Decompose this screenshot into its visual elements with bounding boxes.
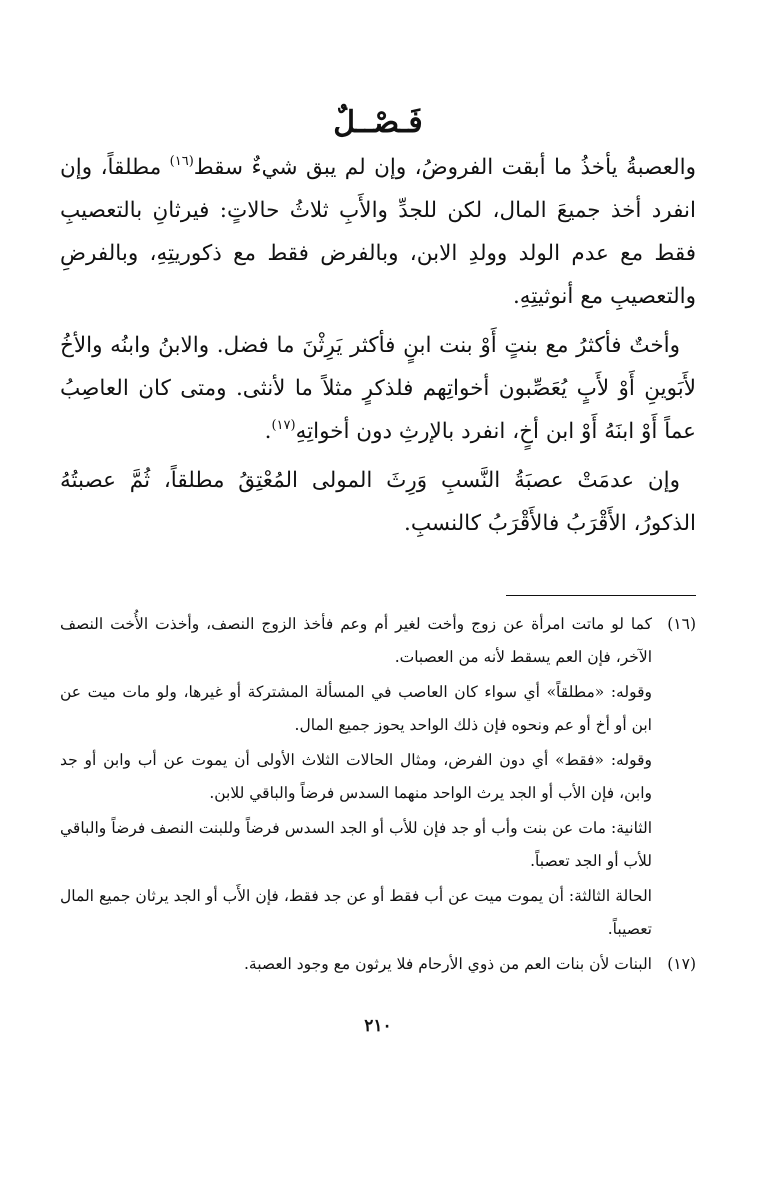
paragraph-2 <box>60 324 696 453</box>
paragraph-2-text-after: . <box>264 419 272 444</box>
paragraph-1 <box>60 146 696 318</box>
paragraph-3-text: وإن عدمَتْ عصبَةُ النَّسبِ وَرِثَ المولى المُعْتِقُ مطلقاً، ثُمَّ عصبتُهُ الذكورُ، الأَقْرَبُ فالأَقْرَبُ كالنسبِ. <box>60 468 696 536</box>
footnote-divider <box>506 595 696 596</box>
book-page <box>60 100 696 1041</box>
paragraph-1-text-after: مطلقاً، وإن انفرد أخذ جميعَ المال، لكن للجدِّ والأَبِ ثلاثُ حالاتٍ: فيرثانِ بالتعصيبِ فقط مع عدم الولد وولدِ الابن، وبالفرض فقط مع ذكوريتِهِ، وبالفرضِ والتعصيبِ مع أنوثيتِهِ. <box>60 155 696 309</box>
paragraph-2-text: وأختٌ فأكثرُ مع بنتٍ أَوْ بنت ابنٍ فأكثر يَرِثْنَ ما فضل. والابنُ وابنُه والأخُ لأَبَوينِ أَوْ لأَبٍ يُعَصِّبون أخواتِهم فلذكرٍ مثلاً ما لأنثى. ومتى كان العاصِبُ عماً أَوْ ابنَهُ أَوْ ابن أخٍ، انفرد بالإرثِ دون أخواتِهِ <box>60 333 696 444</box>
section-heading: فَـصْــلٌ <box>333 105 423 140</box>
footnote-16-note-faqat: وقوله: «فقط» أي دون الفرض، ومثال الحالات الثلاث الأولى أن يموت عن أب وابن أو جد وابن، فإن الأب أو الجد يرث الواحد منهما السدس فرضاً والباقي للابن. <box>60 751 652 802</box>
footnote-ref-17: (١٧) <box>271 418 296 433</box>
footnote-16-note-second-case: الثانية: مات عن بنت وأب أو جد فإن للأب أو الجد السدس فرضاً وللبنت النصف فرضاً والباقي للأب أو الجد تعصباً. <box>60 819 652 870</box>
footnote-17-number: (١٧) <box>667 955 696 973</box>
page-number: ٢١٠ <box>364 1016 392 1036</box>
main-text <box>60 146 696 545</box>
paragraph-3 <box>60 459 696 545</box>
footnote-17 <box>60 948 696 981</box>
footnote-16-note-mutlaqan: وقوله: «مطلقاً» أي سواء كان العاصب في المسألة المشتركة أو غيرها، ولو مات ميت عن ابن أو أخ أو عم ونحوه فإن ذلك الواحد يحوز جميع المال. <box>60 683 652 734</box>
paragraph-1-text: والعصبةُ يأخذُ ما أبقت الفروضُ، وإن لم يبق شيءٌ سقط <box>193 155 696 180</box>
footnote-ref-16: (١٦) <box>169 154 194 169</box>
footnote-16-text: كما لو ماتت امرأة عن زوج وأخت لغير أم وعم فأخذ الزوج النصف، وأخذت الأُخت النصف الآخر، فإن العم يسقط لأنه من العصبات. <box>60 615 652 666</box>
footnote-16 <box>60 608 696 674</box>
footnote-16-note-third-case: الحالة الثالثة: أن يموت ميت عن أب فقط أو عن جد فقط، فإن الأَب أو الجد يرثان جميع المال تعصيباً. <box>60 887 652 938</box>
footnotes <box>60 608 696 981</box>
footnote-16-number: (١٦) <box>667 615 696 633</box>
footnote-17-text: البنات لأن بنات العم من ذوي الأرحام فلا يرثون مع وجود العصبة. <box>243 955 652 973</box>
